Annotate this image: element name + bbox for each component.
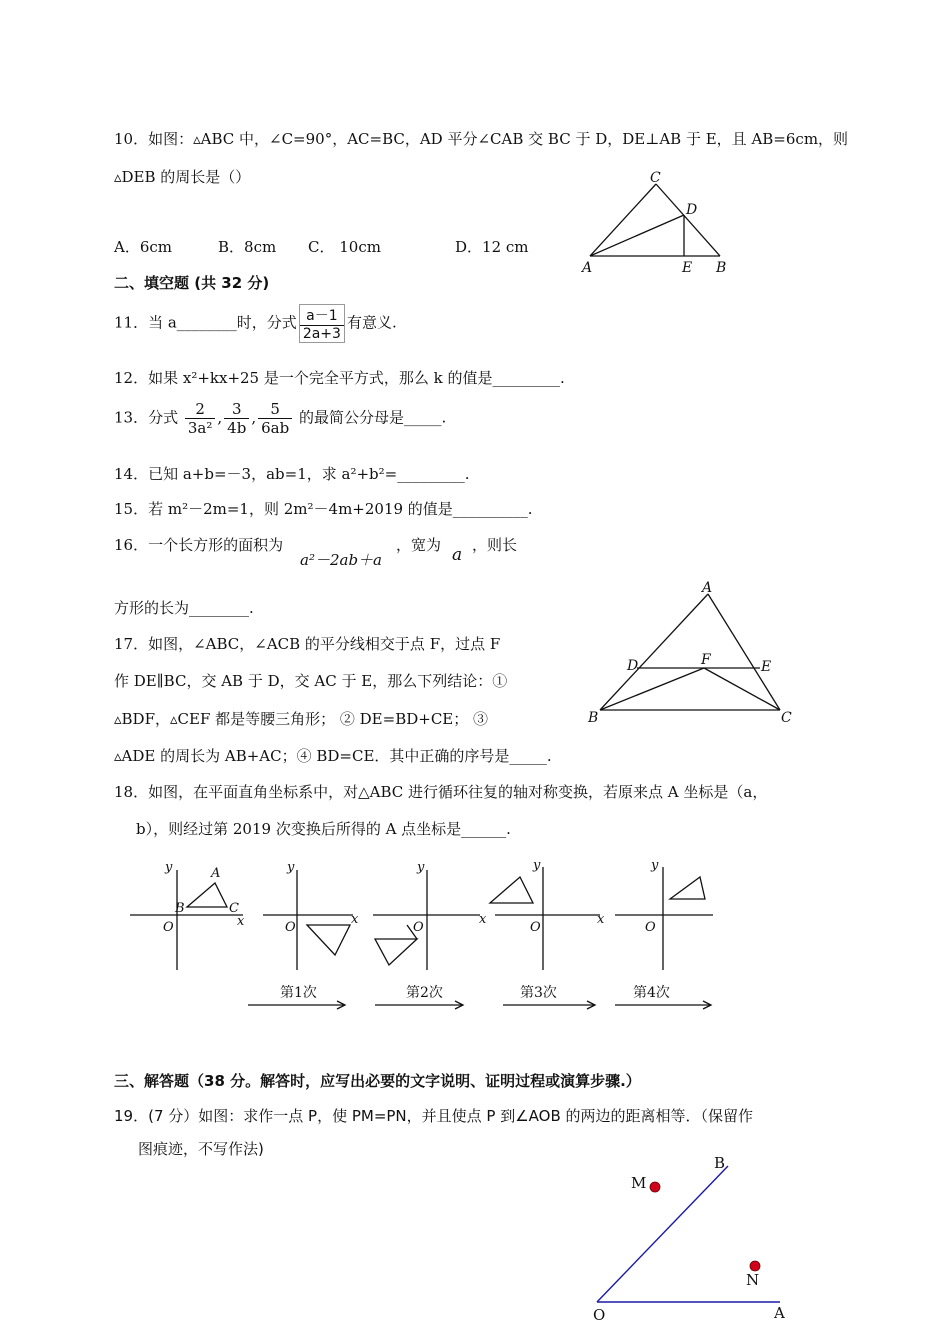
q13-fraction-1 xyxy=(185,400,216,437)
q14: 14．已知 a+b=－3，ab=1，求 a²+b²=_________. xyxy=(114,465,470,483)
q10-figure xyxy=(578,168,738,278)
q18-step-4: 第4次 xyxy=(633,985,670,1001)
q13-fraction-3 xyxy=(258,400,292,437)
q17-line4: ▵ADE 的周长为 AB+AC；④ BD=CE．其中正确的序号是_____. xyxy=(114,747,552,765)
q17-label-c: C xyxy=(781,710,792,726)
q10-line2: ▵DEB 的周长是（） xyxy=(114,168,251,186)
q18-o-2: O xyxy=(285,920,296,935)
q13-num-3: 5 xyxy=(258,400,292,419)
q16-part3: ，则长 xyxy=(472,536,518,554)
q10-label-d: D xyxy=(686,202,698,218)
q18-label-b: B xyxy=(175,901,185,916)
q19-figure xyxy=(585,1150,800,1325)
q16-part2: ，宽为 xyxy=(396,536,442,554)
q18-step-3: 第3次 xyxy=(520,985,557,1001)
q17-line3: ▵BDF，▵CEF 都是等腰三角形； ② DE=BD+CE； ③ xyxy=(114,710,489,728)
q18-line1: 18．如图，在平面直角坐标系中，对△ABC 进行循环往复的轴对称变换，若原来点 A 坐标是（a， xyxy=(114,783,768,801)
q17-label-b: B xyxy=(588,710,599,726)
q18-x-2: x xyxy=(351,912,359,927)
q10-label-b: B xyxy=(716,260,727,276)
q13-den-3: 6ab xyxy=(261,419,290,437)
q10-line1: 10．如图：▵ABC 中，∠C=90°，AC=BC，AD 平分∠CAB 交 BC 于 D，DE⊥AB 于 E，且 AB=6cm，则 xyxy=(114,130,849,148)
q19-line1: 19．(7 分）如图：求作一点 P，使 PM=PN，并且使点 P 到∠AOB 的两边的距离相等．（保留作 xyxy=(114,1107,754,1125)
q17-figure xyxy=(585,578,795,728)
q10-option-a: A．6cm xyxy=(114,238,173,256)
q19-label-n: N xyxy=(746,1271,760,1289)
q16-line2: 方形的长为________. xyxy=(114,599,254,617)
q13-before: 13．分式 xyxy=(114,408,179,427)
q18-label-c: C xyxy=(229,901,239,916)
q11-before: 11．当 a________时，分式 xyxy=(114,313,297,332)
q18-x-4: x xyxy=(597,912,605,927)
q19-label-m: M xyxy=(631,1174,647,1192)
q19-line2: 图痕迹，不写作法) xyxy=(138,1140,264,1158)
q10-label-e: E xyxy=(682,260,693,276)
q18-x-3: x xyxy=(479,912,487,927)
q13-after: 的最简公分母是_____. xyxy=(298,408,447,427)
q17-line1: 17．如图，∠ABC，∠ACB 的平分线相交于点 F，过点 F xyxy=(114,635,501,653)
section3-heading: 三、解答题（38 分。解答时，应写出必要的文字说明、证明过程或演算步骤.） xyxy=(114,1072,641,1090)
q10-label-c: C xyxy=(650,170,661,186)
q11 xyxy=(114,304,397,343)
q19-point-n xyxy=(750,1261,760,1271)
q18-step-2: 第2次 xyxy=(406,985,443,1001)
q10-option-c: C． 10cm xyxy=(308,238,381,256)
q10-label-a: A xyxy=(582,260,593,276)
q10-option-b: B．8cm xyxy=(218,238,277,256)
q19-point-m xyxy=(650,1182,660,1192)
q18-y-4: y xyxy=(533,858,541,873)
q18-o-1: O xyxy=(163,920,174,935)
q18-o-3: O xyxy=(413,920,424,935)
q18-figure xyxy=(125,855,715,1017)
q13-num-2: 3 xyxy=(224,400,249,419)
q13-den-1: 3a² xyxy=(187,419,213,437)
q11-after: 有意义. xyxy=(346,313,397,332)
q13: 13．分式 $\frac{2}{\text{3a²}}$ , $\frac{3}{4b}$ , $\frac{5}{6ab}$ 的最简公分母是_____. xyxy=(114,400,447,437)
q19-label-a: A xyxy=(774,1304,785,1322)
q16-part1: 16．一个长方形的面积为 xyxy=(114,536,284,554)
q17-label-a: A xyxy=(702,580,713,596)
q18-label-a: A xyxy=(211,866,221,881)
q18-y-2: y xyxy=(287,860,295,875)
q18-y-5: y xyxy=(651,858,659,873)
q17-label-e: E xyxy=(761,659,772,675)
q17-line2: 作 DE∥BC，交 AB 于 D，交 AC 于 E，那么下列结论：① xyxy=(114,672,508,690)
q18-step-1: 第1次 xyxy=(280,985,317,1001)
q11-numerator: a－1 xyxy=(300,305,344,326)
q12: 12．如果 x²+kx+25 是一个完全平方式，那么 k 的值是_________. xyxy=(114,369,565,387)
q18-o-5: O xyxy=(645,920,656,935)
q17-label-f: F xyxy=(701,652,711,668)
q15: 15．若 m²－2m=1，则 2m²－4m+2019 的值是__________. xyxy=(114,500,533,518)
q10-option-d: D．12 cm xyxy=(455,238,529,256)
q13-num-1: 2 xyxy=(185,400,216,419)
q13-den-2: 4b xyxy=(227,419,247,437)
q18-y-3: y xyxy=(417,860,425,875)
q13-fraction-2 xyxy=(224,400,249,437)
q19-ray-ob xyxy=(597,1166,728,1302)
q17-label-d: D xyxy=(627,658,639,674)
q11-fraction xyxy=(299,304,345,343)
section2-heading: 二、填空题 (共 32 分) xyxy=(114,274,270,292)
q16-expression: a²－2ab＋a xyxy=(300,551,382,569)
q19-label-b: B xyxy=(714,1154,726,1172)
q18-y-1: y xyxy=(165,860,173,875)
q11-denominator: 2a+3 xyxy=(302,326,341,342)
q18-o-4: O xyxy=(530,920,541,935)
q16-width: a xyxy=(452,545,463,565)
q19-label-o: O xyxy=(593,1306,606,1324)
q18-line2: b），则经过第 2019 次变换后所得的 A 点坐标是______. xyxy=(136,820,511,838)
q18-x-1: x xyxy=(237,914,245,929)
